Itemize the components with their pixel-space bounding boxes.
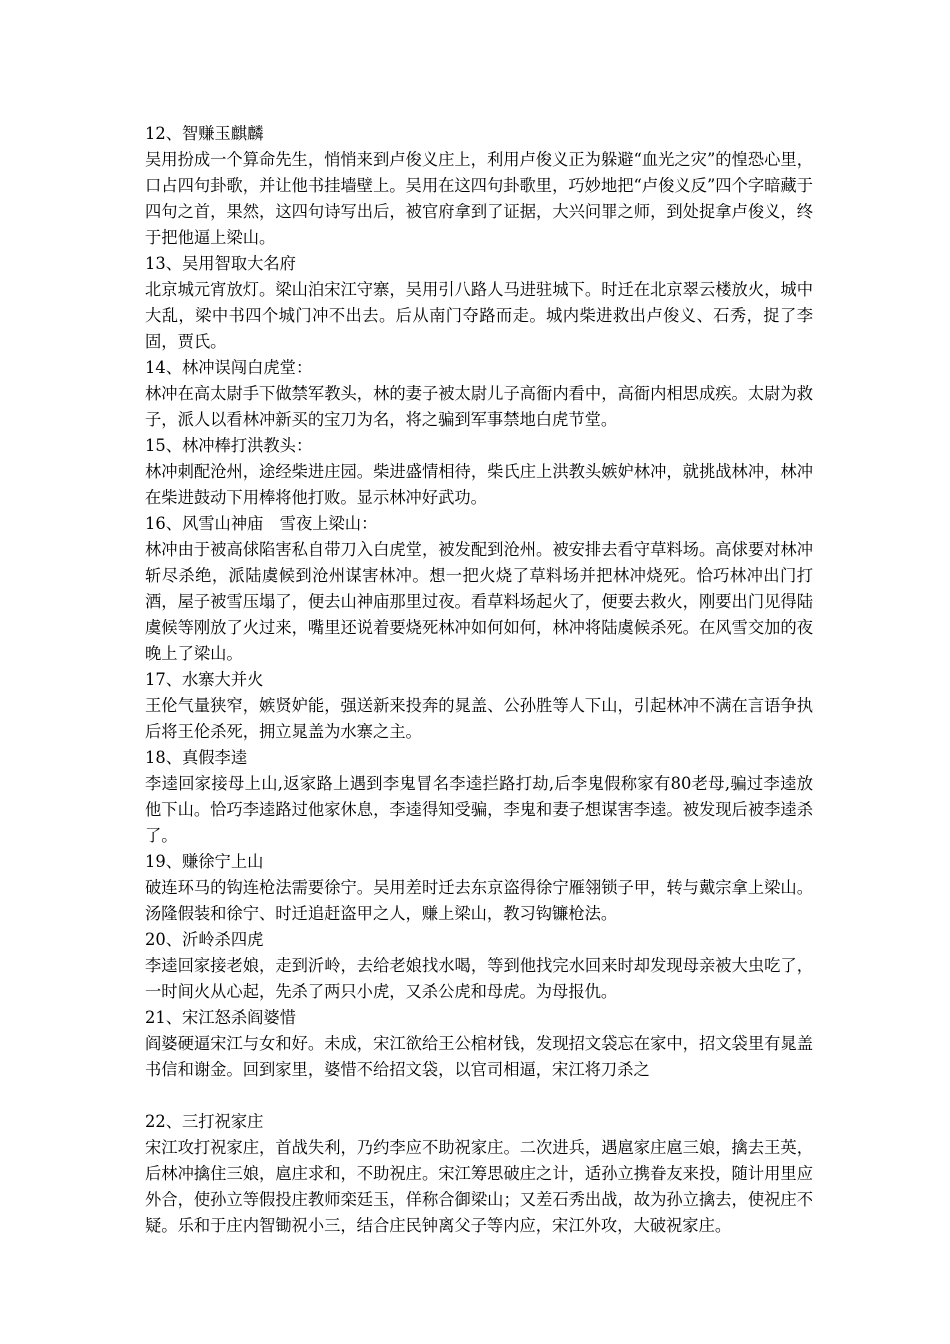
section-body-19: 破连环马的钩连枪法需要徐宁。吴用差时迁去东京盗得徐宁雁翎锁子甲，转与戴宗拿上梁山。汤隆假装和徐宁、时迁追赶盗甲之人，赚上梁山，教习钩镰枪法。 (145, 878, 813, 923)
section-heading-18: 18、真假李逵 (145, 748, 248, 767)
section-body-20: 李逵回家接老娘，走到沂岭，去给老娘找水喝，等到他找完水回来时却发现母亲被大虫吃了，一时间火从心起，先杀了两只小虎，又杀公虎和母虎。为母报仇。 (145, 956, 813, 1001)
section-heading-19: 19、赚徐宁上山 (145, 852, 264, 871)
section-heading-21: 21、宋江怒杀阎婆惜 (145, 1008, 296, 1027)
section-heading-16: 16、风雪山神庙 雪夜上梁山： (145, 514, 378, 533)
paragraph-gap (145, 1083, 813, 1109)
section-heading-12: 12、智赚玉麒麟 (145, 124, 264, 143)
section-body-15: 林冲刺配沧州，途经柴进庄园。柴进盛情相待，柴氏庄上洪教头嫉妒林冲，就挑战林冲，林冲在柴进鼓动下用棒将他打败。显示林冲好武功。 (145, 462, 813, 507)
section-body-14: 林冲在高太尉手下做禁军教头，林的妻子被太尉儿子高衙内看中，高衙内相思成疾。太尉为救子，派人以看林冲新买的宝刀为名，将之骗到军事禁地白虎节堂。 (145, 384, 813, 429)
section-heading-17: 17、水寨大并火 (145, 670, 264, 689)
section-body-16: 林冲由于被高俅陷害私自带刀入白虎堂，被发配到沧州。被安排去看守草料场。高俅要对林冲斩尽杀绝，派陆虞候到沧州谋害林冲。想一把火烧了草料场并把林冲烧死。恰巧林冲出门打酒，屋子被雪压塌了，便去山神庙那里过夜。看草料场起火了，便要去救火，刚要出门见得陆虞候等刚放了火过来，嘴里还说着要烧死林冲如何如何，林冲将陆虞候杀死。在风雪交加的夜晚上了梁山。 (145, 540, 813, 663)
section-heading-20: 20、沂岭杀四虎 (145, 930, 264, 949)
section-heading-14: 14、林冲误闯白虎堂： (145, 358, 313, 377)
section-body-18: 李逵回家接母上山,返家路上遇到李鬼冒名李逵拦路打劫,后李鬼假称家有80老母,骗过李逵放他下山。恰巧李逵路过他家休息，李逵得知受骗，李鬼和妻子想谋害李逵。被发现后被李逵杀了。 (145, 774, 813, 845)
section-body-21: 阎婆硬逼宋江与女和好。未成，宋江欲给王公棺材钱，发现招文袋忘在家中，招文袋里有晁盖书信和谢金。回到家里，婆惜不给招文袋，以官司相逼，宋江将刀杀之 (145, 1034, 813, 1079)
section-body-17: 王伦气量狭窄，嫉贤妒能，强送新来投奔的晁盖、公孙胜等人下山，引起林冲不满在言语争执后将王伦杀死，拥立晁盖为水寨之主。 (145, 696, 813, 741)
section-heading-22: 22、三打祝家庄 (145, 1112, 264, 1131)
section-body-12: 吴用扮成一个算命先生，悄悄来到卢俊义庄上，利用卢俊义正为躲避“血光之灾”的惶恐心里，口占四句卦歌，并让他书挂墙壁上。吴用在这四句卦歌里，巧妙地把“卢俊义反”四个字暗藏于四句之首，果然，这四句诗写出后，被官府拿到了证据，大兴问罪之师，到处捉拿卢俊义，终于把他逼上梁山。 (145, 150, 813, 247)
section-heading-15: 15、林冲棒打洪教头： (145, 436, 313, 455)
section-body-22: 宋江攻打祝家庄，首战失利，乃约李应不助祝家庄。二次进兵，遇扈家庄扈三娘，擒去王英，后林冲擒住三娘，扈庄求和，不助祝庄。宋江筹思破庄之计，适孙立携眷友来投，随计用里应外合，使孙立等假投庄教师栾廷玉，佯称合御梁山；又差石秀出战，故为孙立擒去，使祝庄不疑。乐和于庄内智锄祝小三，结合庄民钟离父子等内应，宋江外攻，大破祝家庄。 (145, 1138, 813, 1235)
section-body-13: 北京城元宵放灯。梁山泊宋江守寨，吴用引八路人马进驻城下。时迁在北京翠云楼放火，城中大乱，梁中书四个城门冲不出去。后从南门夺路而走。城内柴进救出卢俊义、石秀，捉了李固，贾氏。 (145, 280, 813, 351)
section-heading-13: 13、吴用智取大名府 (145, 254, 296, 273)
document-page (145, 121, 813, 1239)
